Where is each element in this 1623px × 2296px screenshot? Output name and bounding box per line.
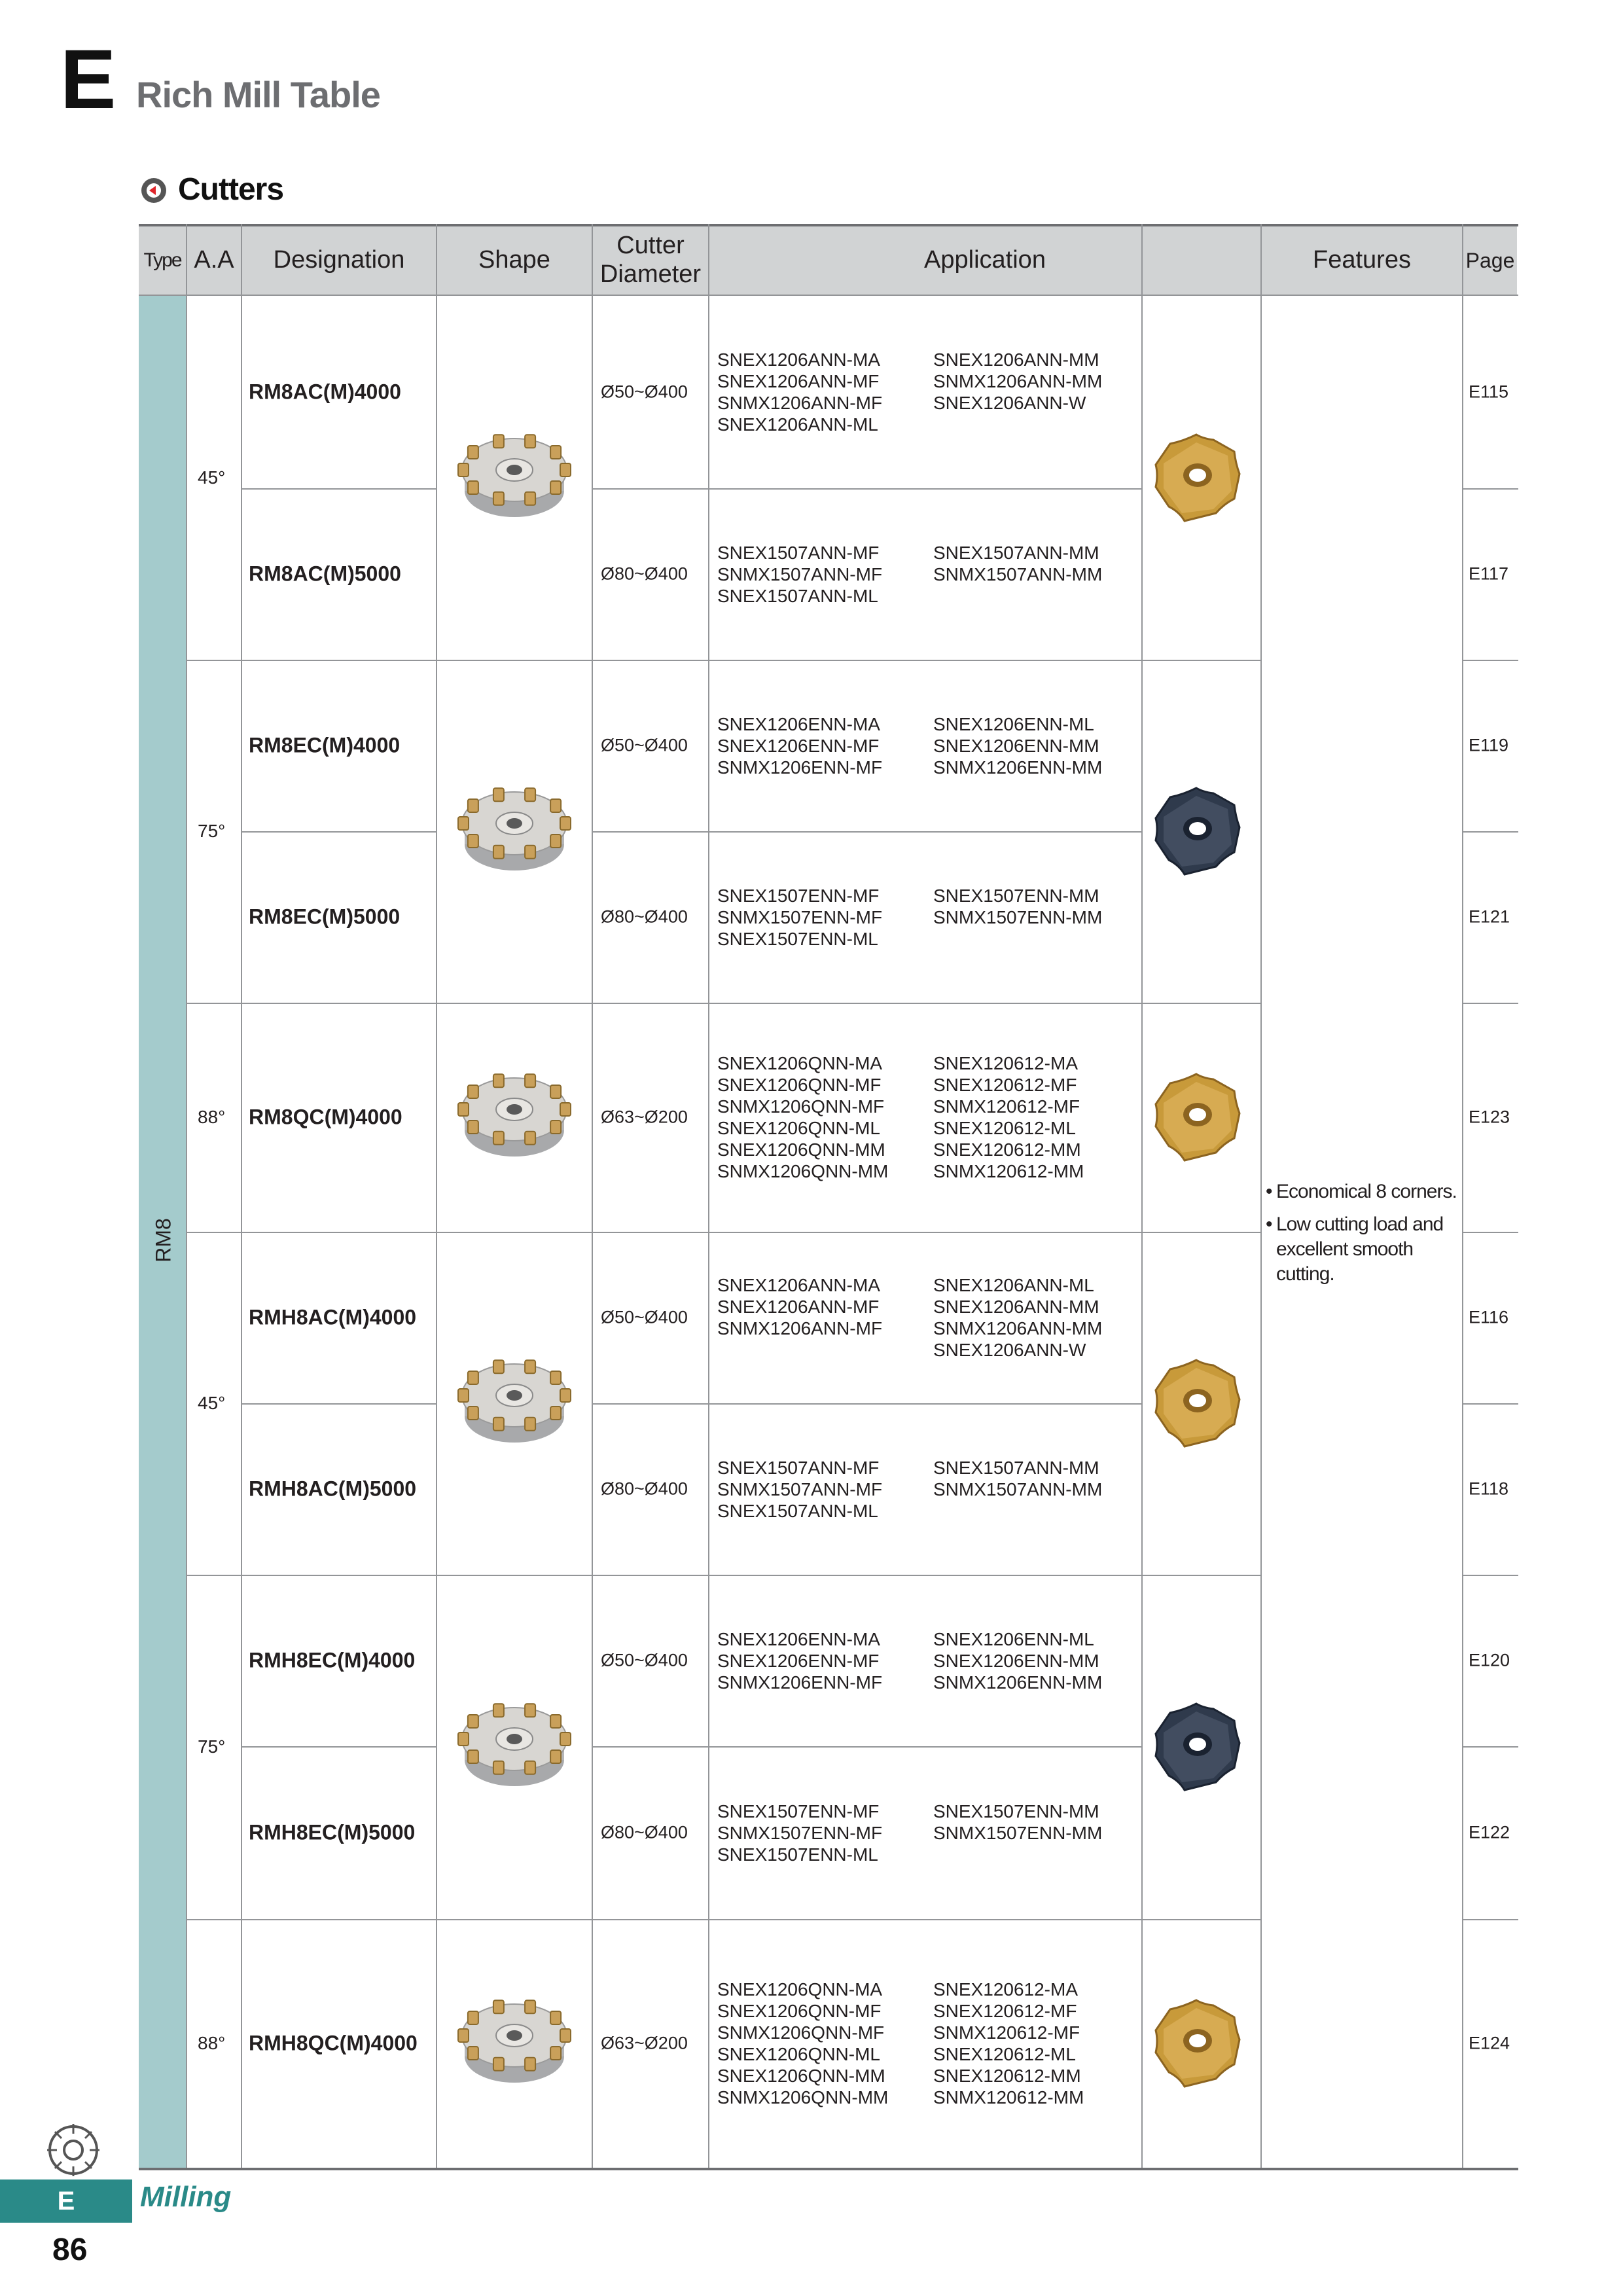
- grid-line: [1462, 224, 1463, 2168]
- section-title: Cutters: [178, 172, 284, 207]
- designation-cell: RM8AC(M)5000: [249, 562, 401, 586]
- grid-line: [241, 1746, 436, 1748]
- chapter-letter: E: [60, 33, 116, 126]
- page-ref-cell: E124: [1469, 2033, 1510, 2053]
- milling-cutter-logo-icon: [41, 2121, 106, 2179]
- arrow-circle-icon: [140, 177, 168, 204]
- diameter-cell: Ø50~Ø400: [601, 1650, 688, 1670]
- approach-angle-cell: 45°: [198, 1393, 226, 1413]
- diameter-cell: Ø80~Ø400: [601, 906, 688, 927]
- insert-code: SNMX1206QNN-MM: [717, 1161, 889, 1181]
- designation-cell: RMH8EC(M)5000: [249, 1820, 416, 1844]
- application-codes-right: [933, 713, 1102, 778]
- page-ref-cell: E119: [1469, 735, 1509, 755]
- insert-code: SNEX1206ANN-MM: [933, 1297, 1099, 1317]
- insert-code: SNEX1206ENN-MA: [717, 1628, 880, 1649]
- insert-code: SNMX120612-MM: [933, 1161, 1084, 1181]
- page-title: Rich Mill Table: [136, 74, 380, 115]
- insert-code: SNMX1206ENN-MM: [933, 1672, 1103, 1693]
- designation-cell: RMH8AC(M)5000: [249, 1477, 417, 1501]
- insert-code: SNEX120612-MM: [933, 1139, 1081, 1160]
- page-ref-cell: E116: [1469, 1307, 1509, 1327]
- cutter-shape-image: [449, 1065, 580, 1170]
- application-codes-right: [933, 1274, 1102, 1361]
- insert-code: SNMX1206QNN-MF: [717, 2022, 885, 2043]
- cutter-shape-image: [449, 1991, 580, 2096]
- insert-code: SNEX120612-ML: [933, 1118, 1076, 1138]
- grid-line: [1462, 1746, 1518, 1748]
- insert-code: SNMX1206ENN-MM: [933, 757, 1103, 778]
- approach-angle-cell: 75°: [198, 821, 226, 841]
- header-shape: Shape: [437, 226, 592, 295]
- application-codes-left: [717, 713, 882, 778]
- insert-code: SNEX1206QNN-MA: [717, 1979, 883, 2000]
- insert-code: SNMX1507ENN-MF: [717, 1822, 883, 1843]
- insert-shape-image: [1144, 1695, 1249, 1799]
- application-codes-right: [933, 1628, 1102, 1693]
- insert-code: SNEX1206ENN-MF: [717, 735, 880, 756]
- header-type: Type: [139, 226, 186, 295]
- insert-code: SNEX1507ANN-MF: [717, 542, 880, 563]
- grid-line: [139, 224, 1518, 226]
- insert-code: SNEX1507ANN-ML: [717, 585, 878, 606]
- grid-line: [186, 1003, 1262, 1004]
- diameter-cell: Ø80~Ø400: [601, 1479, 688, 1499]
- grid-line: [1462, 660, 1518, 661]
- insert-code: SNEX1206QNN-MF: [717, 2001, 882, 2021]
- header-designation: Designation: [242, 226, 436, 295]
- application-codes-right: [933, 1979, 1084, 2108]
- features-list: [1266, 1179, 1470, 1287]
- insert-code: SNMX120612-MM: [933, 2087, 1084, 2108]
- application-codes-left: [717, 1457, 882, 1522]
- grid-line: [139, 2168, 1518, 2170]
- insert-code: SNMX1507ENN-MF: [717, 906, 883, 927]
- insert-code: SNEX1206ENN-MM: [933, 1650, 1099, 1671]
- insert-shape-image: [1144, 425, 1249, 530]
- diameter-cell: Ø63~Ø200: [601, 1107, 688, 1127]
- grid-line: [241, 831, 436, 833]
- application-codes-right: [933, 1457, 1102, 1500]
- feature-item: • Economical 8 corners.: [1266, 1179, 1470, 1204]
- cutter-shape-image: [449, 425, 580, 530]
- insert-code: SNMX1206ANN-MM: [933, 371, 1103, 391]
- diameter-cell: Ø50~Ø400: [601, 1307, 688, 1327]
- insert-shape-image: [1144, 1991, 1249, 2096]
- grid-line: [1462, 488, 1518, 490]
- diameter-cell: Ø50~Ø400: [601, 735, 688, 755]
- insert-shape-image: [1144, 779, 1249, 884]
- header-aa: A.A: [187, 226, 241, 295]
- insert-code: SNEX1206ANN-MA: [717, 1275, 880, 1295]
- insert-code: SNMX1206QNN-MM: [717, 2087, 889, 2108]
- insert-code: SNEX1507ANN-MM: [933, 542, 1099, 563]
- grid-line: [186, 1232, 1262, 1233]
- insert-code: SNMX1507ENN-MM: [933, 906, 1103, 927]
- grid-line: [592, 488, 1141, 490]
- diameter-cell: Ø80~Ø400: [601, 564, 688, 584]
- insert-code: SNEX1206ANN-W: [933, 393, 1086, 413]
- designation-cell: RMH8EC(M)4000: [249, 1648, 416, 1672]
- insert-code: SNEX1206QNN-MM: [717, 2066, 885, 2086]
- insert-code: SNEX120612-MA: [933, 1979, 1079, 2000]
- insert-code: SNMX1206QNN-MF: [717, 1096, 885, 1117]
- designation-cell: RM8EC(M)4000: [249, 733, 401, 757]
- application-codes-right: [933, 1052, 1084, 1182]
- grid-line: [1462, 1232, 1518, 1233]
- insert-code: SNEX1206ENN-MA: [717, 713, 880, 734]
- insert-code: SNMX1206ANN-MF: [717, 393, 883, 413]
- insert-code: SNMX1507ANN-MM: [933, 564, 1103, 584]
- insert-code: SNMX1206ENN-MF: [717, 1672, 883, 1693]
- grid-line: [592, 1746, 1141, 1748]
- insert-code: SNEX120612-MF: [933, 1075, 1077, 1095]
- insert-code: SNEX1206QNN-ML: [717, 1118, 880, 1138]
- page-ref-cell: E117: [1469, 564, 1509, 584]
- feature-item: • Low cutting load and excellent smooth cutting.: [1266, 1212, 1470, 1287]
- insert-code: SNEX1507ENN-ML: [717, 1844, 878, 1865]
- insert-code: SNMX1206ENN-MF: [717, 757, 883, 778]
- page-ref-cell: E118: [1469, 1479, 1509, 1499]
- insert-code: SNMX1206ANN-MF: [717, 1318, 883, 1338]
- application-codes-left: [717, 542, 882, 607]
- grid-line: [186, 660, 1262, 661]
- insert-code: SNEX1206ENN-ML: [933, 1628, 1094, 1649]
- insert-code: SNEX120612-MF: [933, 2001, 1077, 2021]
- insert-code: SNEX1206QNN-MA: [717, 1053, 883, 1073]
- insert-code: SNEX1507ENN-MF: [717, 1801, 880, 1821]
- insert-code: SNEX1507ANN-ML: [717, 1500, 878, 1521]
- insert-code: SNMX1507ANN-MF: [717, 1479, 883, 1499]
- insert-code: SNMX1507ANN-MF: [717, 564, 883, 584]
- cutter-shape-image: [449, 1695, 580, 1799]
- grid-line: [1462, 1575, 1518, 1576]
- designation-cell: RMH8AC(M)4000: [249, 1305, 417, 1329]
- header-diameter-line2: Diameter: [599, 260, 702, 288]
- insert-code: SNEX1507ENN-MM: [933, 1801, 1099, 1821]
- insert-code: SNMX120612-MF: [933, 2022, 1080, 2043]
- type-label: RM8: [151, 1218, 175, 1263]
- diameter-cell: Ø80~Ø400: [601, 1822, 688, 1842]
- grid-line: [241, 1403, 436, 1405]
- grid-line: [708, 224, 709, 2168]
- grid-line: [1260, 224, 1262, 2168]
- grid-line: [436, 224, 437, 2168]
- insert-code: SNEX1206ANN-MA: [717, 350, 880, 370]
- chapter-name: Milling: [140, 2181, 232, 2213]
- grid-line: [186, 1919, 1262, 1920]
- designation-cell: RMH8QC(M)4000: [249, 2031, 418, 2055]
- application-codes-right: [933, 349, 1102, 414]
- insert-code: SNMX1507ENN-MM: [933, 1822, 1103, 1843]
- application-codes-right: [933, 542, 1102, 585]
- cutter-shape-image: [449, 1351, 580, 1456]
- insert-code: SNEX1507ANN-MM: [933, 1457, 1099, 1478]
- insert-code: SNMX1206ANN-MM: [933, 1318, 1103, 1338]
- designation-cell: RM8EC(M)5000: [249, 905, 401, 929]
- insert-shape-image: [1144, 1351, 1249, 1456]
- insert-code: SNEX1507ENN-MF: [717, 885, 880, 906]
- insert-code: SNEX1507ENN-MM: [933, 885, 1099, 906]
- header-diameter-line1: Cutter: [616, 232, 685, 260]
- insert-code: SNEX1206ENN-MM: [933, 735, 1099, 756]
- insert-code: SNMX1507ANN-MM: [933, 1479, 1103, 1499]
- grid-line: [592, 1403, 1141, 1405]
- grid-line: [592, 831, 1141, 833]
- page-ref-cell: E122: [1469, 1822, 1510, 1842]
- grid-line: [186, 1575, 1262, 1576]
- application-codes-left: [717, 1801, 882, 1865]
- header-page: Page: [1463, 226, 1517, 295]
- cutter-shape-image: [449, 779, 580, 884]
- approach-angle-cell: 45°: [198, 467, 226, 488]
- insert-code: SNEX1206ENN-MF: [717, 1650, 880, 1671]
- page-number: 86: [52, 2233, 88, 2267]
- designation-cell: RM8AC(M)4000: [249, 380, 401, 404]
- insert-code: SNEX120612-MM: [933, 2066, 1081, 2086]
- grid-line: [1462, 831, 1518, 833]
- grid-line: [1141, 224, 1143, 2168]
- page-ref-cell: E123: [1469, 1107, 1510, 1127]
- grid-line: [241, 488, 436, 490]
- application-codes-left: [717, 349, 882, 435]
- application-codes-left: [717, 1274, 882, 1339]
- page-ref-cell: E115: [1469, 382, 1509, 402]
- diameter-cell: Ø63~Ø200: [601, 2033, 688, 2053]
- grid-line: [1462, 1919, 1518, 1920]
- header-features: Features: [1262, 226, 1462, 295]
- insert-code: SNMX120612-MF: [933, 1096, 1080, 1117]
- insert-code: SNEX1507ENN-ML: [717, 928, 878, 949]
- page-ref-cell: E120: [1469, 1650, 1510, 1670]
- approach-angle-cell: 88°: [198, 1107, 226, 1127]
- insert-code: SNEX1206QNN-MF: [717, 1075, 882, 1095]
- insert-code: SNEX1206QNN-MM: [717, 1139, 885, 1160]
- header-application: Application: [709, 226, 1260, 295]
- insert-code: SNEX120612-ML: [933, 2044, 1076, 2064]
- application-codes-right: [933, 885, 1102, 928]
- insert-code: SNEX1206ANN-ML: [717, 414, 878, 435]
- application-codes-left: [717, 885, 882, 950]
- insert-shape-image: [1144, 1065, 1249, 1170]
- approach-angle-cell: 75°: [198, 1736, 226, 1757]
- grid-line: [1462, 1003, 1518, 1004]
- page-ref-cell: E121: [1469, 906, 1510, 927]
- approach-angle-cell: 88°: [198, 2033, 226, 2053]
- chapter-tab: E: [0, 2179, 132, 2223]
- insert-code: SNEX1206ANN-MF: [717, 1297, 880, 1317]
- grid-line: [241, 224, 242, 2168]
- designation-cell: RM8QC(M)4000: [249, 1105, 402, 1129]
- header-cutter-diameter: [593, 226, 708, 295]
- application-codes-left: [717, 1628, 882, 1693]
- grid-line: [186, 224, 187, 2168]
- grid-line: [139, 295, 1518, 296]
- application-codes-right: [933, 1801, 1102, 1844]
- insert-code: SNEX1206ANN-ML: [933, 1275, 1094, 1295]
- grid-line: [1462, 1403, 1518, 1405]
- diameter-cell: Ø50~Ø400: [601, 382, 688, 402]
- insert-code: SNEX120612-MA: [933, 1053, 1079, 1073]
- insert-code: SNEX1507ANN-MF: [717, 1457, 880, 1478]
- application-codes-left: [717, 1979, 888, 2108]
- application-codes-left: [717, 1052, 888, 1182]
- insert-code: SNEX1206ANN-W: [933, 1340, 1086, 1360]
- insert-code: SNEX1206ENN-ML: [933, 713, 1094, 734]
- grid-line: [592, 224, 593, 2168]
- insert-code: SNEX1206ANN-MF: [717, 371, 880, 391]
- insert-code: SNEX1206ANN-MM: [933, 350, 1099, 370]
- insert-code: SNEX1206QNN-ML: [717, 2044, 880, 2064]
